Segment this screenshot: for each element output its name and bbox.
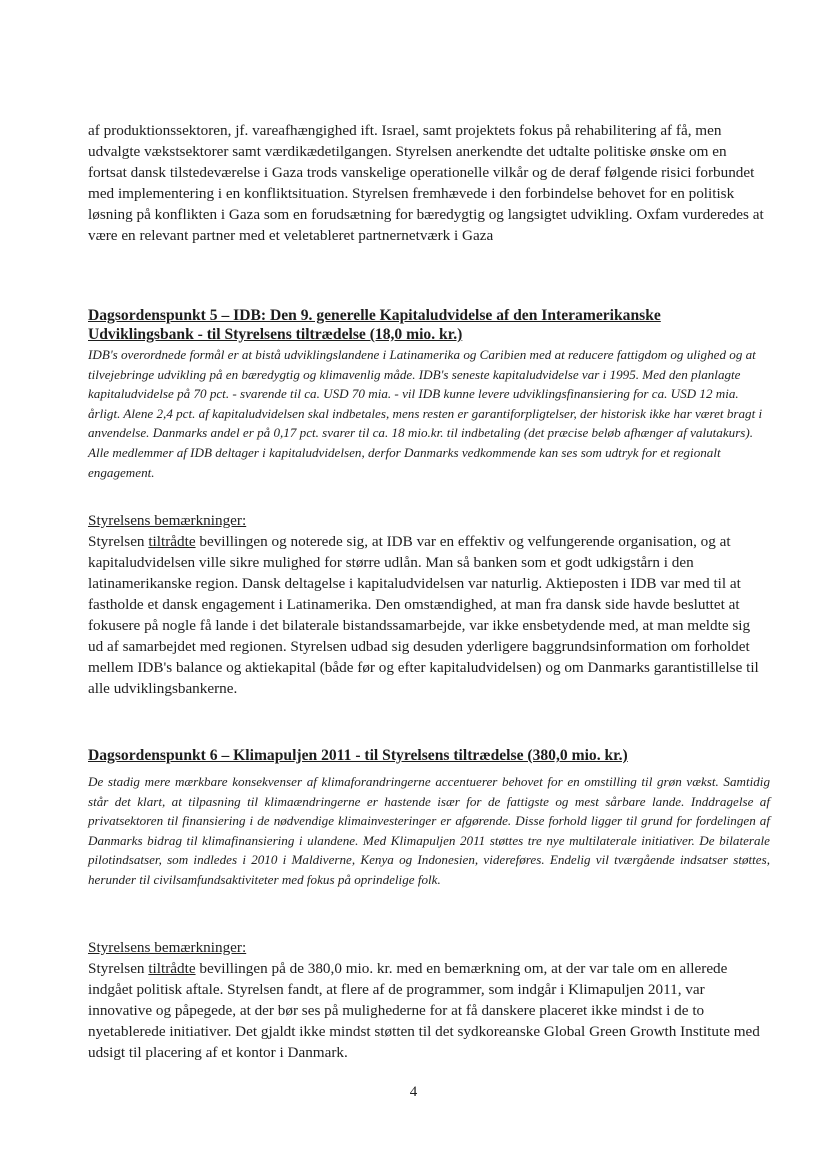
agenda-item-6-heading: Dagsordenspunkt 6 – Klimapuljen 2011 - til Styrelsens tiltrædelse (380,0 mio. kr.) [88,747,628,764]
agenda-item-6-remarks [88,958,768,1063]
remarks-lead: Styrelsen [88,533,149,550]
remarks-text: bevillingen på de 380,0 mio. kr. med en bemærkning om, at der var tale om en allerede indgået politisk aftale. Styrelsen fandt, at flere af de programmer, som indgår i Klimapuljen 2011, var innovative og påpegede, at der bør ses på mulighederne for at få danskere placeret ikke mindst i de to nyetablerede initiativer. Det gjaldt ikke mindst støtten til det sydkoreanske Global Green Growth Institute med udsigt til placering af et kontor i Danmark. [88,960,760,1061]
agenda-item-5-summary: IDB's overordnede formål er at bistå udviklingslandene i Latinamerika og Caribien med at reducere fattigdom og ulighed og at tilvejebringe udvikling på en bæredygtig og klimavenlig måde. IDB's seneste kapitaludvidelse var i 1995. Med den planlagte kapitaludvidelse på 70 pct. - svarende til ca. USD 70 mia. - vil IDB kunne levere udviklingsfinansiering for ca. USD 12 mia. årligt. Alene 2,4 pct. af kapitaludvidelsen skal indbetales, mens resten er garantiforpligtelser, der historisk ikke har været bragt i anvendelse. Danmarks andel er på 0,17 pct. svarer til ca. 18 mio.kr. til indbetaling (det præcise beløb afhænger af valutakurs). Alle medlemmer af IDB deltager i kapitaludvidelsen, derfor Danmarks vedkommende kan ses som udtryk for et regionalt engagement. [88,347,763,480]
agenda-item-5-remarks-label: Styrelsens bemærkninger: [88,512,247,529]
agenda-item-6-remarks-label: Styrelsens bemærkninger: [88,939,247,956]
remarks-keyword: tiltrådte [148,960,196,977]
remarks-lead: Styrelsen [88,960,149,977]
agenda-item-5-heading: Dagsordenspunkt 5 – IDB: Den 9. generelle Kapitaludvidelse af den Interamerikanske Udviklingsbank - til Styrelsens tiltrædelse (18,0 mio. kr.) [88,307,661,343]
intro-paragraph: af produktionssektoren, jf. vareafhængighed ift. Israel, samt projektets fokus på rehabilitering af få, men udvalgte vækstsektorer samt værdikædetilgangen. Styrelsen anerkendte det udtalte politiske ønske om en fortsat dansk tilstedeværelse i Gaza trods vanskelige operationelle vilkår og de deraf følgende risici forbundet med implementering i en konfliktsituation. Styrelsen fremhævede i den forbindelse behovet for en politisk løsning på konflikten i Gaza som en forudsætning for bæredygtig og langsigtet udvikling. Oxfam vurderedes at være en relevant partner med et veletableret partnernetværk i Gaza [88,122,764,244]
agenda-item-6-summary: De stadig mere mærkbare konsekvenser af klimaforandringerne accentuerer behovet for en omstilling til grøn vækst. Samtidig står det klart, at tilpasning til klimaændringerne er hastende især for de fattigste og mest sårbare lande. Inddragelse af privatsektoren til finansiering i de nødvendige klimainvesteringer er afgørende. Disse forhold ligger til grund for fordelingen af Danmarks bidrag til klimafinansiering i ulandene. Med Klimapuljen 2011 støttes tre nye multilaterale initiativer. De bilaterale pilotindsatser, som indledes i 2010 i Maldiverne, Kenya og Indonesien, videreføres. Endelig vil tværgående indsatser støttes, herunder til civilsamfundsaktiviteter med fokus på oprindelige folk. [88,774,770,887]
page-number: 4 [409,1084,418,1100]
remarks-text: bevillingen og noterede sig, at IDB var en effektiv og velfungerende organisation, og at kapitaludvidelsen ville sikre mulighed for større udlån. Man så banken som et godt udkigstårn i den latinamerikanske region. Dansk deltagelse i kapitaludvidelsen var naturlig. Aktieposten i IDB var med til at fastholde et dansk engagement i Latinamerika. Den omstændighed, at man fra dansk side havde besluttet at fokusere på nogle få lande i det bilaterale bistandssamarbejde, var ikke ensbetydende med, at man meldte sig ud af samarbejdet med regionen. Styrelsen udbad sig desuden yderligere baggrundsinformation om forholdet mellem IDB's balance og aktiekapital (både før og efter kapitaludvidelsen) og om Danmarks garantistillelse til alle udviklingsbankerne. [88,533,759,697]
remarks-keyword: tiltrådte [148,533,196,550]
agenda-item-5-remarks [88,531,768,699]
